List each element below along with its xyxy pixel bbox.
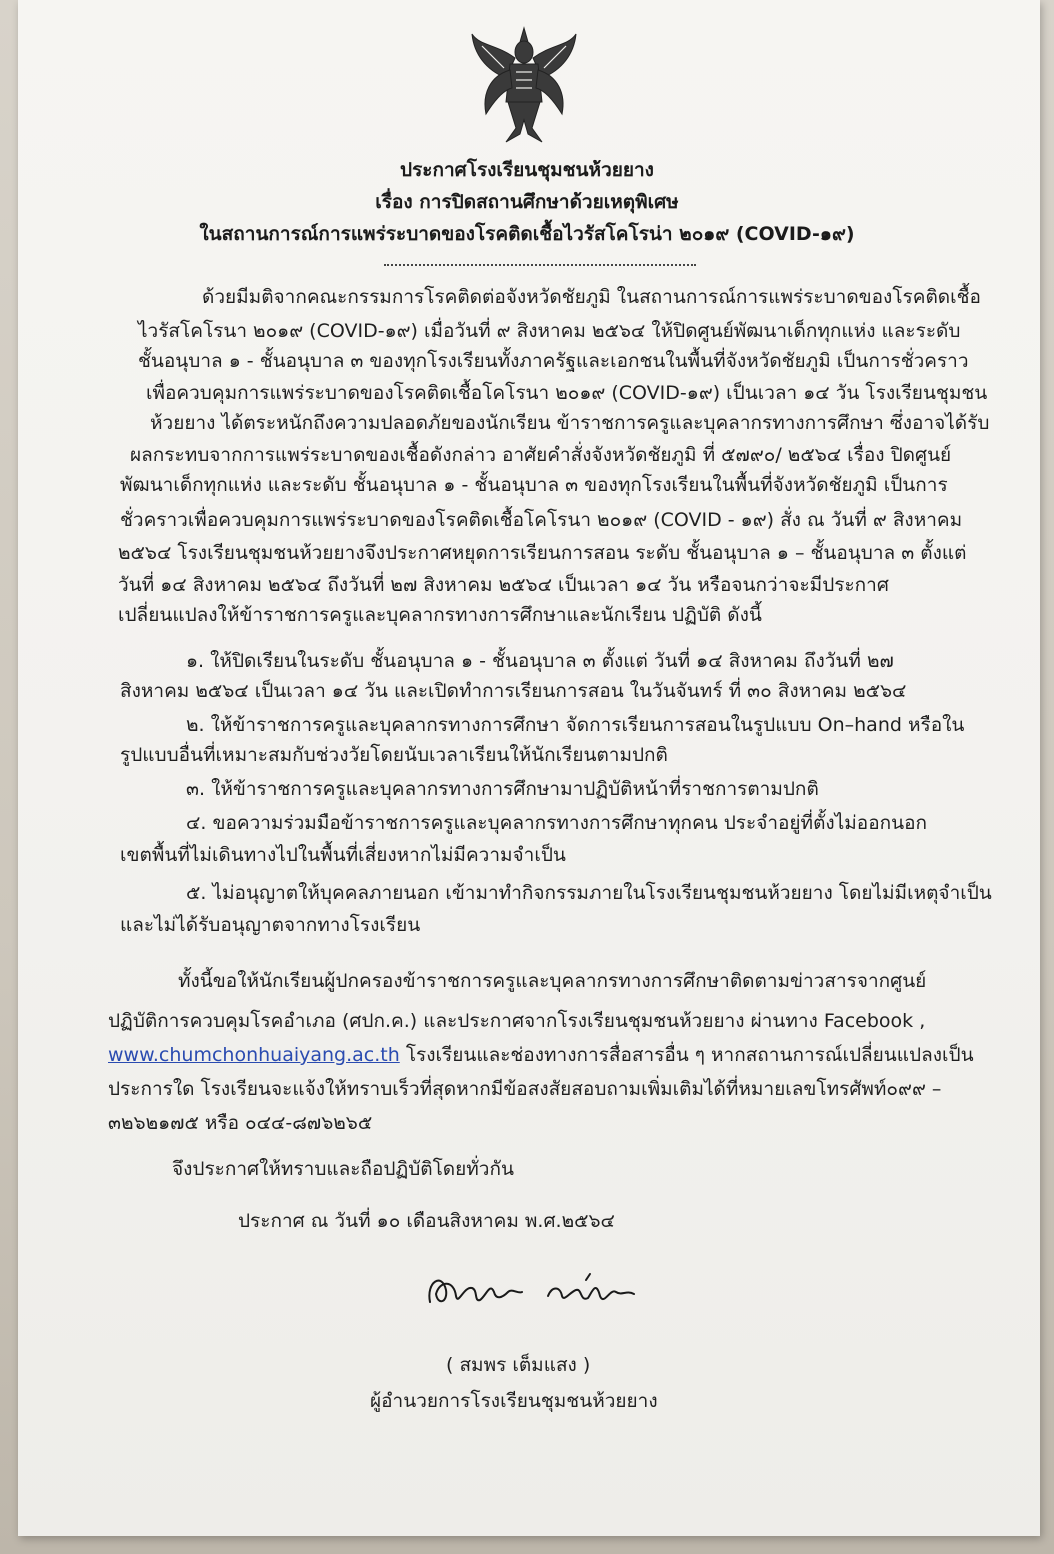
item-3-line: ๓. ให้ข้าราชการครูและบุคลากรทางการศึกษามาปฏิบัติหน้าที่ราชการตามปกติ bbox=[186, 778, 819, 800]
item-2-line: ๒. ให้ข้าราชการครูและบุคลากรทางการศึกษา จัดการเรียนการสอนในรูปแบบ On–hand หรือใน bbox=[186, 714, 965, 736]
notice-line: ทั้งนี้ขอให้นักเรียนผู้ปกครองข้าราชการครูและบุคลากรทางการศึกษาติดตามข่าวสารจากศูนย์ bbox=[178, 970, 927, 992]
notice-line: ๓๒๖๒๑๗๕ หรือ ๐๔๔-๘๗๖๒๖๕ bbox=[108, 1112, 373, 1134]
intro-line: ๒๕๖๔ โรงเรียนชุมชนห้วยยางจึงประกาศหยุดการเรียนการสอน ระดับ ชั้นอนุบาล ๑ – ชั้นอนุบาล ๓ ตั้งแต่ bbox=[118, 542, 967, 564]
intro-line: เพื่อควบคุมการแพร่ระบาดของโรคติดเชื้อโคโรนา ๒๐๑๙ (COVID-๑๙) เป็นเวลา ๑๔ วัน โรงเรียนชุมชน bbox=[146, 382, 988, 404]
intro-line: ไวรัสโคโรนา ๒๐๑๙ (COVID-๑๙) เมื่อวันที่ ๙ สิงหาคม ๒๕๖๔ ให้ปิดศูนย์พัฒนาเด็กทุกแห่ง และระดับ bbox=[138, 320, 961, 342]
announcement-context: ในสถานการณ์การแพร่ระบาดของโรคติดเชื้อไวรัสโคโรน่า ๒๐๑๙ (COVID-๑๙) bbox=[199, 223, 855, 245]
garuda-emblem-icon bbox=[466, 24, 582, 150]
announcement-title: ประกาศโรงเรียนชุมชนห้วยยาง bbox=[400, 159, 654, 181]
handwritten-signature bbox=[420, 1262, 660, 1322]
notice-line-text: โรงเรียนและช่องทางการสื่อสารอื่น ๆ หากสถานการณ์เปลี่ยนแปลงเป็น bbox=[405, 1044, 974, 1066]
item-4-line: เขตพื้นที่ไม่เดินทางไปในพื้นที่เสี่ยงหากไม่มีความจำเป็น bbox=[120, 844, 566, 866]
notice-line: ประการใด โรงเรียนจะแจ้งให้ทราบเร็วที่สุดหากมีข้อสงสัยสอบถามเพิ่มเติมได้ที่หมายเลขโทรศัพท์๐๙๙ – bbox=[108, 1078, 942, 1100]
announcement-subject: เรื่อง การปิดสถานศึกษาด้วยเหตุพิเศษ bbox=[375, 191, 679, 213]
intro-line: ชั้นอนุบาล ๑ - ชั้นอนุบาล ๓ ของทุกโรงเรียนทั้งภาครัฐและเอกชนในพื้นที่จังหวัดชัยภูมิ เป็นการชั่วคราว bbox=[138, 350, 969, 372]
signer-position: ผู้อำนวยการโรงเรียนชุมชนห้วยยาง bbox=[370, 1390, 658, 1412]
item-1-line: ๑. ให้ปิดเรียนในระดับ ชั้นอนุบาล ๑ - ชั้นอนุบาล ๓ ตั้งแต่ วันที่ ๑๔ สิงหาคม ถึงวันที่ ๒๗ bbox=[186, 650, 894, 672]
signer-name: ( สมพร เต็มแสง ) bbox=[446, 1354, 591, 1376]
item-5-line: และไม่ได้รับอนุญาตจากทางโรงเรียน bbox=[120, 914, 421, 936]
intro-line: ชั่วคราวเพื่อควบคุมการแพร่ระบาดของโรคติดเชื้อโคโรนา ๒๐๑๙ (COVID - ๑๙) สั่ง ณ วันที่ ๙ สิงหาคม bbox=[120, 509, 963, 531]
intro-line: วันที่ ๑๔ สิงหาคม ๒๕๖๔ ถึงวันที่ ๒๗ สิงหาคม ๒๕๖๔ เป็นเวลา ๑๔ วัน หรือจนกว่าจะมีประกาศ bbox=[118, 574, 889, 596]
notice-line: ปฏิบัติการควบคุมโรคอำเภอ (ศปก.ค.) และประกาศจากโรงเรียนชุมชนห้วยยาง ผ่านทาง Facebook , bbox=[108, 1010, 926, 1032]
intro-line: เปลี่ยนแปลงให้ข้าราชการครูและบุคลากรทางการศึกษาและนักเรียน ปฏิบัติ ดังนี้ bbox=[118, 604, 762, 626]
intro-line: พัฒนาเด็กทุกแห่ง และระดับ ชั้นอนุบาล ๑ - ชั้นอนุบาล ๓ ของทุกโรงเรียนในพื้นที่จังหวัดชัยภูมิ เป็นการ bbox=[120, 474, 948, 496]
item-5-line: ๕. ไม่อนุญาตให้บุคคลภายนอก เข้ามาทำกิจกรรมภายในโรงเรียนชุมชนห้วยยาง โดยไม่มีเหตุจำเป็น bbox=[186, 882, 992, 904]
item-1-line: สิงหาคม ๒๕๖๔ เป็นเวลา ๑๔ วัน และเปิดทำการเรียนการสอน ในวันจันทร์ ที่ ๓๐ สิงหาคม ๒๕๖๔ bbox=[120, 680, 907, 702]
item-2-line: รูปแบบอื่นที่เหมาะสมกับช่วงวัยโดยนับเวลาเรียนให้นักเรียนตามปกติ bbox=[120, 744, 668, 766]
item-4-line: ๔. ขอความร่วมมือข้าราชการครูและบุคลากรทางการศึกษาทุกคน ประจำอยู่ที่ตั้งไม่ออกนอก bbox=[186, 812, 928, 834]
notice-line bbox=[108, 1040, 974, 1070]
dotted-separator bbox=[384, 264, 696, 266]
announcement-date: ประกาศ ณ วันที่ ๑๐ เดือนสิงหาคม พ.ศ.๒๕๖๔ bbox=[238, 1210, 615, 1232]
intro-line: ด้วยมีมติจากคณะกรรมการโรคติดต่อจังหวัดชัยภูมิ ในสถานการณ์การแพร่ระบาดของโรคติดเชื้อ bbox=[202, 286, 981, 308]
intro-line: ผลกระทบจากการแพร่ระบาดของเชื้อดังกล่าว อาศัยคำสั่งจังหวัดชัยภูมิ ที่ ๕๗๙๐/ ๒๕๖๔ เรื่อง ปิดศูนย์ bbox=[130, 444, 952, 466]
intro-line: ห้วยยาง ได้ตระหนักถึงความปลอดภัยของนักเรียน ข้าราชการครูและบุคลากรทางการศึกษา ซึ่งอาจได้รับ bbox=[150, 412, 990, 434]
closing-statement: จึงประกาศให้ทราบและถือปฏิบัติโดยทั่วกัน bbox=[172, 1158, 514, 1180]
school-website-link[interactable]: www.chumchonhuaiyang.ac.th bbox=[108, 1044, 400, 1066]
